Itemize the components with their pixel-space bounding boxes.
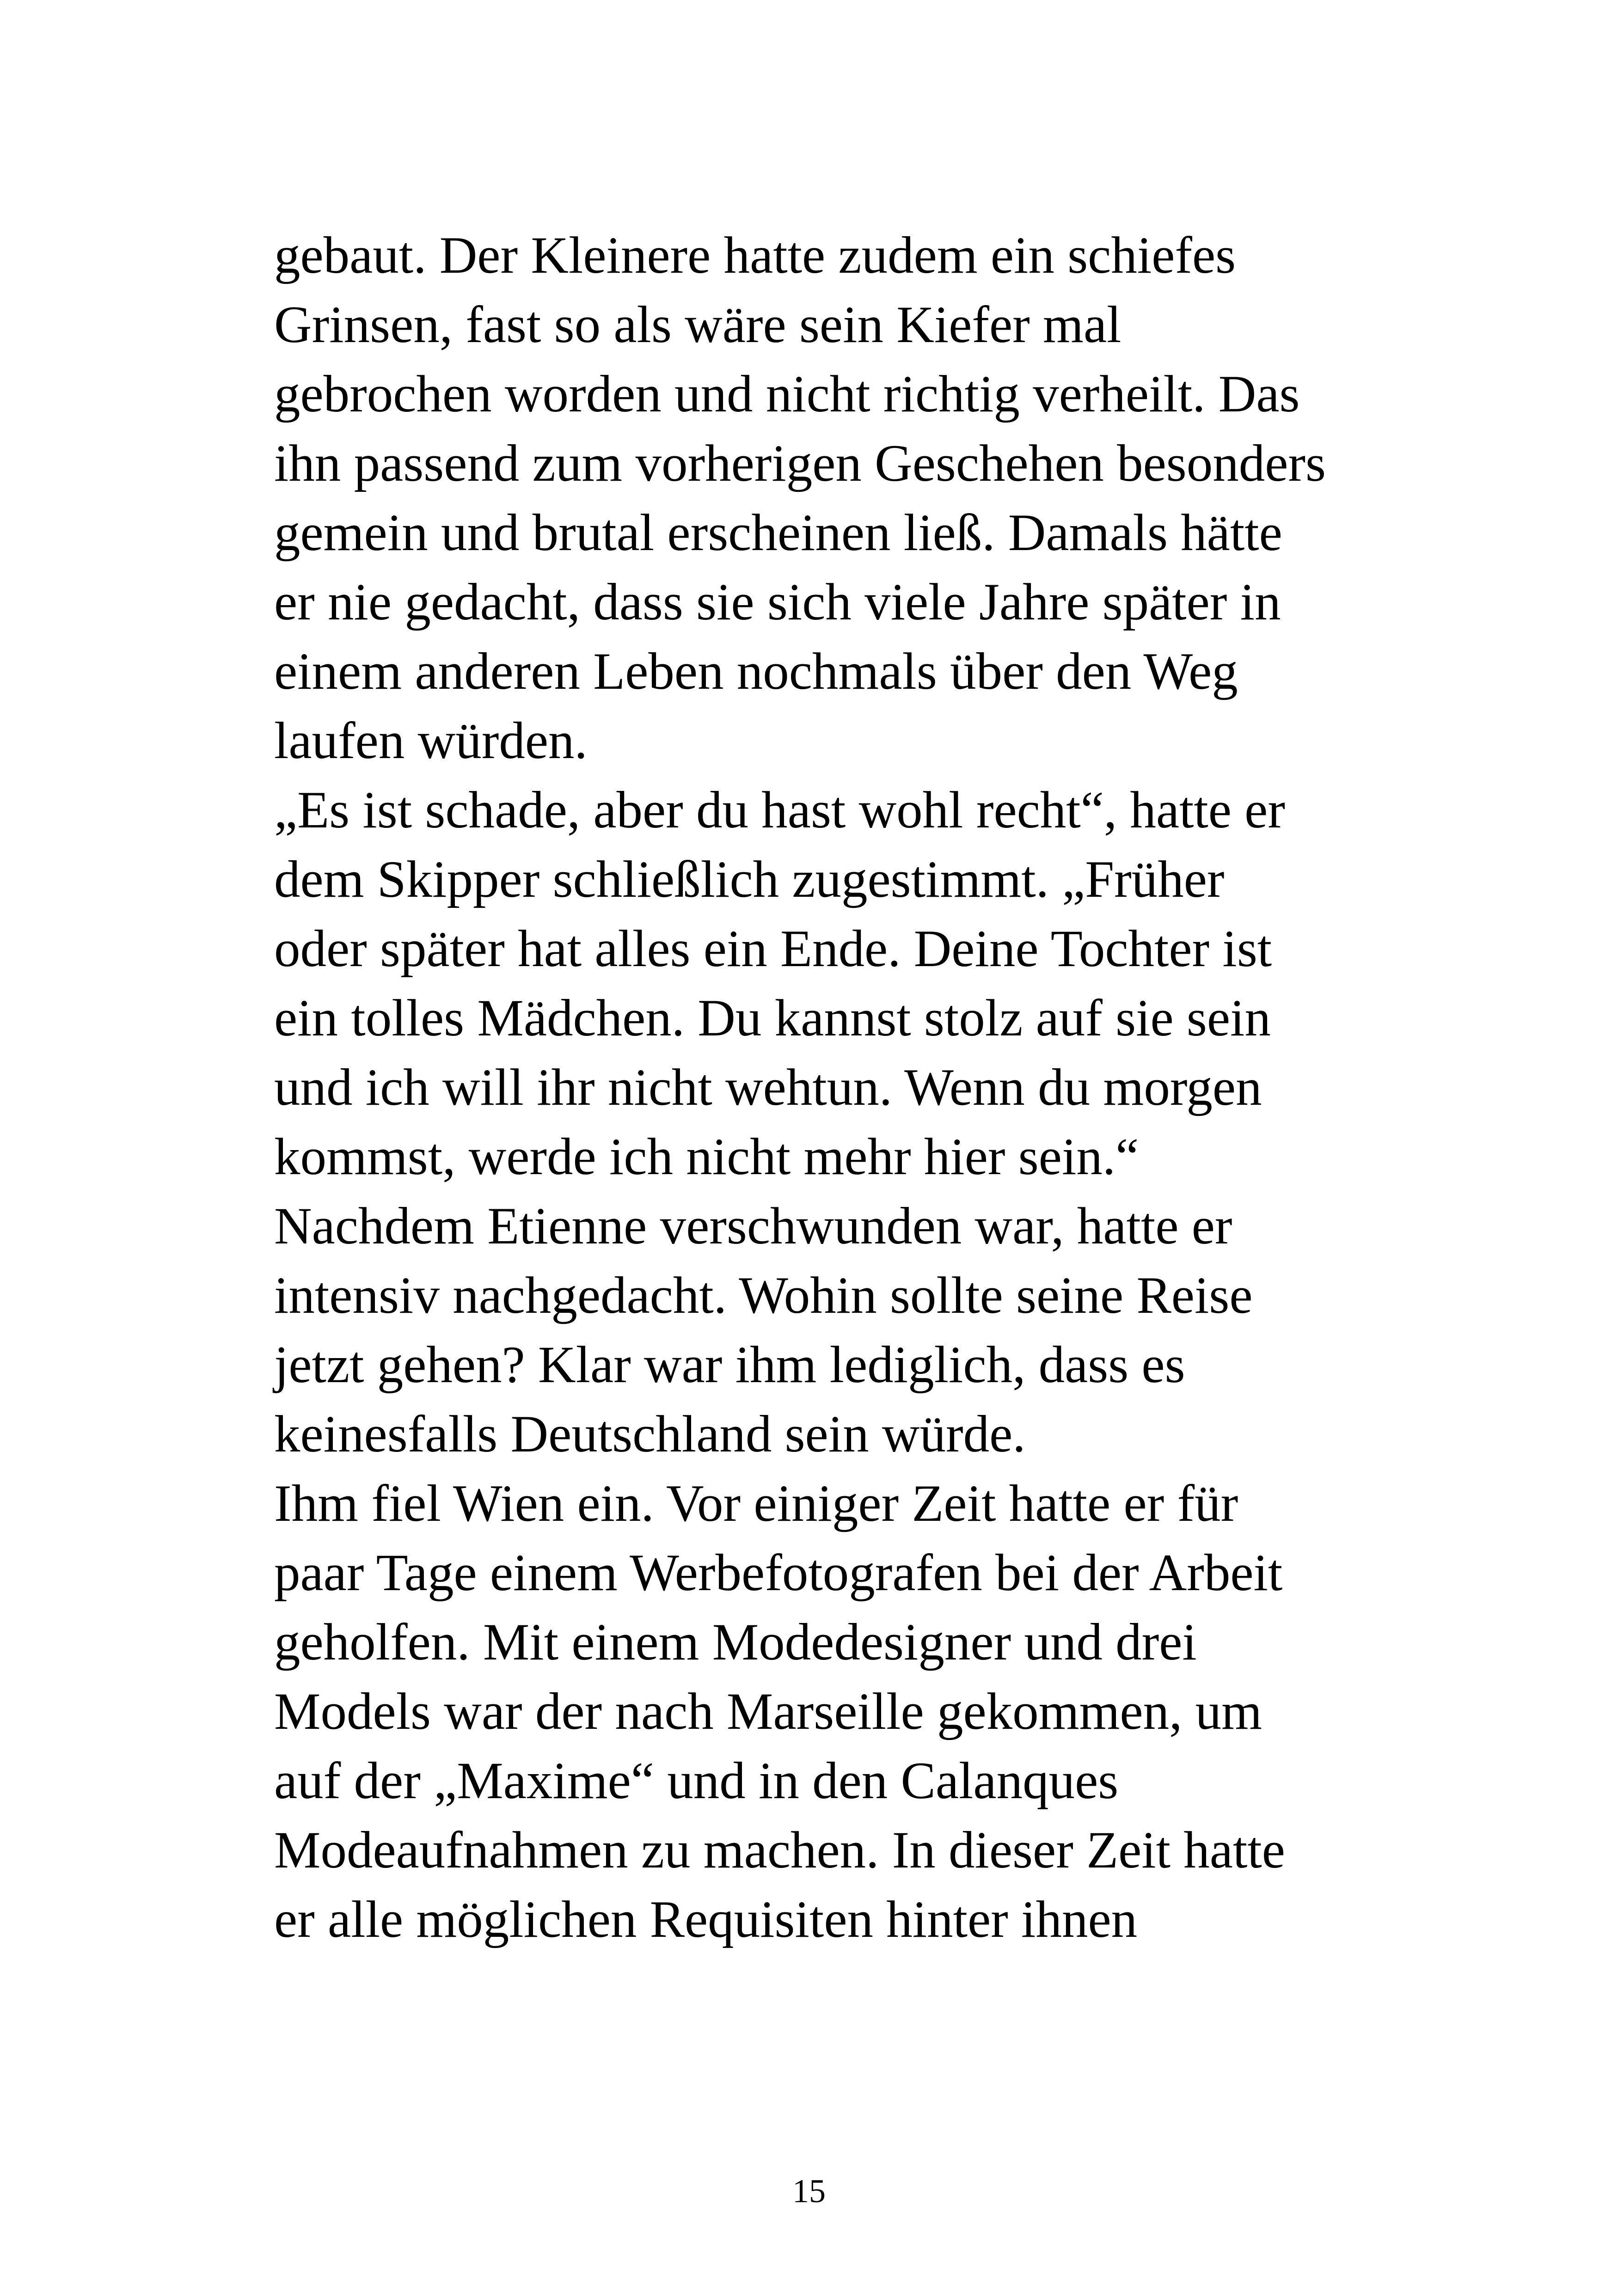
text-line: Nachdem Etienne verschwunden war, hatte er bbox=[274, 1197, 1232, 1255]
text-line: und ich will ihr nicht wehtun. Wenn du morgen bbox=[274, 1059, 1262, 1116]
text-line: Models war der nach Marseille gekommen, um bbox=[274, 1683, 1262, 1740]
text-line: keinesfalls Deutschland sein würde. bbox=[274, 1405, 1026, 1463]
text-line: gemein und brutal erscheinen ließ. Damals hätte bbox=[274, 504, 1282, 562]
text-line: „Es ist schade, aber du hast wohl recht“, hatte er bbox=[274, 781, 1285, 839]
page-number: 15 bbox=[792, 2173, 826, 2210]
text-line: ein tolles Mädchen. Du kannst stolz auf sie sein bbox=[274, 989, 1271, 1047]
text-line: einem anderen Leben nochmals über den Weg bbox=[274, 643, 1238, 700]
text-line: Ihm fiel Wien ein. Vor einiger Zeit hatte er für bbox=[274, 1475, 1238, 1532]
text-line: Modeaufnahmen zu machen. In dieser Zeit hatte bbox=[274, 1821, 1285, 1879]
body-text bbox=[274, 221, 1342, 1954]
text-line: intensiv nachgedacht. Wohin sollte seine Reise bbox=[274, 1267, 1253, 1324]
text-line: er nie gedacht, dass sie sich viele Jahre später in bbox=[274, 573, 1281, 631]
text-line: laufen würden. bbox=[274, 712, 588, 770]
text-line: paar Tage einem Werbefotografen bei der Arbeit bbox=[274, 1544, 1283, 1602]
text-line: geholfen. Mit einem Modedesigner und drei bbox=[274, 1613, 1197, 1671]
text-line: oder später hat alles ein Ende. Deine Tochter ist bbox=[274, 920, 1272, 978]
text-line: kommst, werde ich nicht mehr hier sein.“ bbox=[274, 1128, 1139, 1186]
text-line: dem Skipper schließlich zugestimmt. „Früher bbox=[274, 851, 1225, 908]
text-line: er alle möglichen Requisiten hinter ihnen bbox=[274, 1891, 1138, 1948]
text-line: gebrochen worden und nicht richtig verheilt. Das bbox=[274, 365, 1300, 423]
text-line: gebaut. Der Kleinere hatte zudem ein schiefes bbox=[274, 227, 1236, 284]
text-line: Grinsen, fast so als wäre sein Kiefer mal bbox=[274, 296, 1122, 354]
text-line: jetzt gehen? Klar war ihm lediglich, dass es bbox=[274, 1336, 1185, 1394]
text-line: auf der „Maxime“ und in den Calanques bbox=[274, 1752, 1119, 1810]
text-line: ihn passend zum vorherigen Geschehen besonders bbox=[274, 435, 1326, 492]
